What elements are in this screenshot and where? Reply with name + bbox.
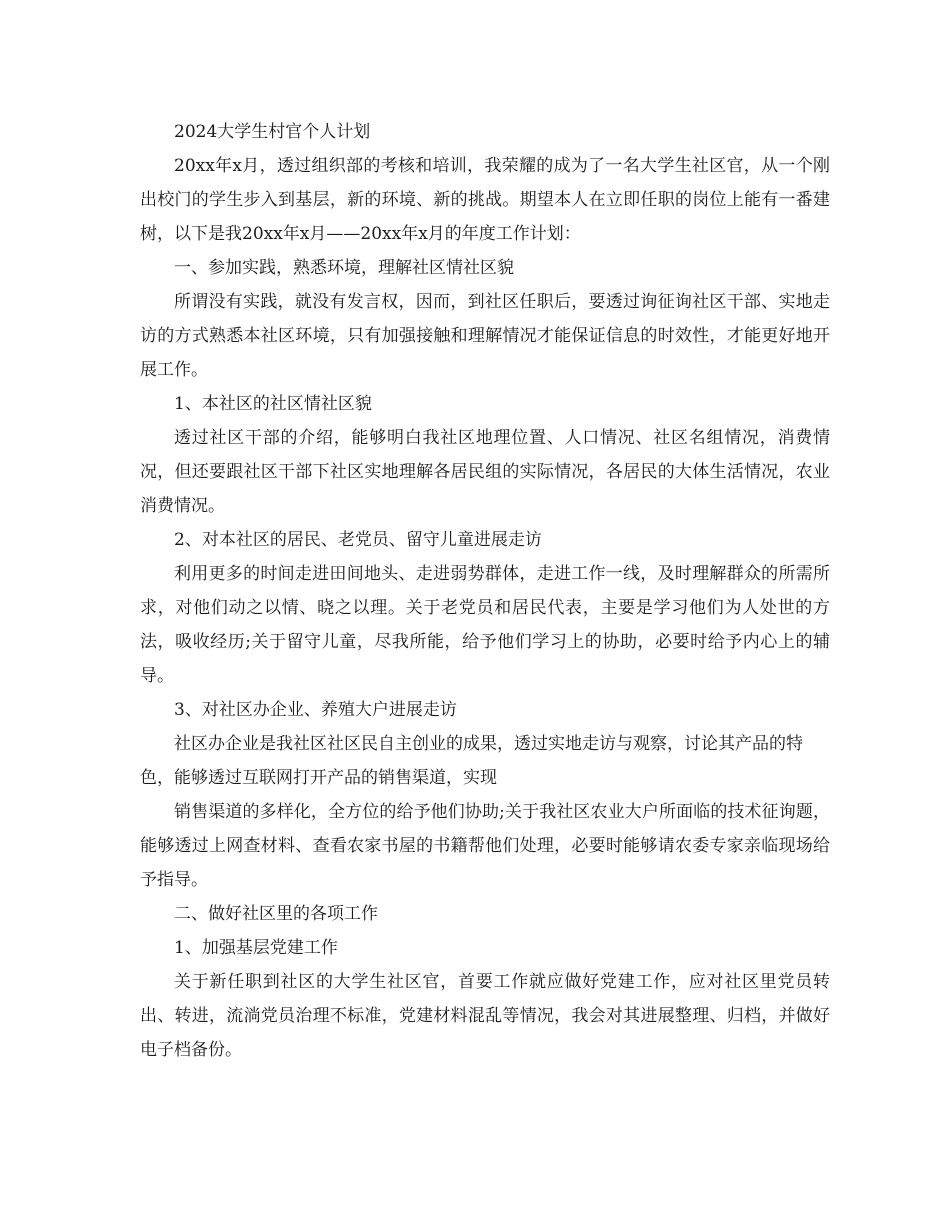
paragraph-enterprise: 社区办企业是我社区社区民自主创业的成果，透过实地走访与观察，讨论其产品的特色，能够透过互联网打开产品的销售渠道，实现 xyxy=(140,734,803,788)
paragraph-party-building: 关于新任职到社区的大学生社区官，首要工作就应做好党建工作，应对社区里党员转出、转进，流淌党员治理不标准，党建材料混乱等情况，我会对其进展整理、归档，并做好电子档备份。 xyxy=(140,972,830,1060)
subheading-1-1: 1、本社区的社区情社区貌 xyxy=(174,394,372,414)
paragraph-community-info: 透过社区干部的介绍，能够明白我社区地理位置、人口情况、社区名组情况，消费情况，但还要跟社区干部下社区实地理解各居民组的实际情况，各居民的大体生活情况，农业消费情况。 xyxy=(140,428,830,516)
section-heading-2: 二、做好社区里的各项工作 xyxy=(174,904,378,924)
subheading-1-2: 2、对本社区的居民、老党员、留守儿童进展走访 xyxy=(174,530,542,550)
section-heading-1: 一、参加实践，熟悉环境，理解社区情社区貌 xyxy=(174,258,514,278)
document-title: 2024大学生村官个人计划 xyxy=(174,122,371,142)
paragraph-sales: 销售渠道的多样化，全方位的给予他们协助;关于我社区农业大户所面临的技术征询题，能够透过上网查材料、查看农家书屋的书籍帮他们处理，必要时能够请农委专家亲临现场给予指导。 xyxy=(140,802,830,890)
paragraph-intro: 20xx年x月，透过组织部的考核和培训，我荣耀的成为了一名大学生社区官，从一个刚出校门的学生步入到基层，新的环境、新的挑战。期望本人在立即任职的岗位上能有一番建树，以下是我20xx年x月——20xx年x月的年度工作计划： xyxy=(140,156,830,244)
paragraph-practice: 所谓没有实践，就没有发言权，因而，到社区任职后，要透过询征询社区干部、实地走访的方式熟悉本社区环境，只有加强接触和理解情况才能保证信息的时效性，才能更好地开展工作。 xyxy=(140,292,830,380)
document-page xyxy=(140,115,830,1067)
subheading-2-1: 1、加强基层党建工作 xyxy=(174,938,338,958)
paragraph-visits: 利用更多的时间走进田间地头、走进弱势群体，走进工作一线，及时理解群众的所需所求，对他们动之以情、晓之以理。关于老党员和居民代表，主要是学习他们为人处世的方法，吸收经历;关于留守儿童，尽我所能，给予他们学习上的协助，必要时给予内心上的辅导。 xyxy=(140,564,830,686)
subheading-1-3: 3、对社区办企业、养殖大户进展走访 xyxy=(174,700,457,720)
